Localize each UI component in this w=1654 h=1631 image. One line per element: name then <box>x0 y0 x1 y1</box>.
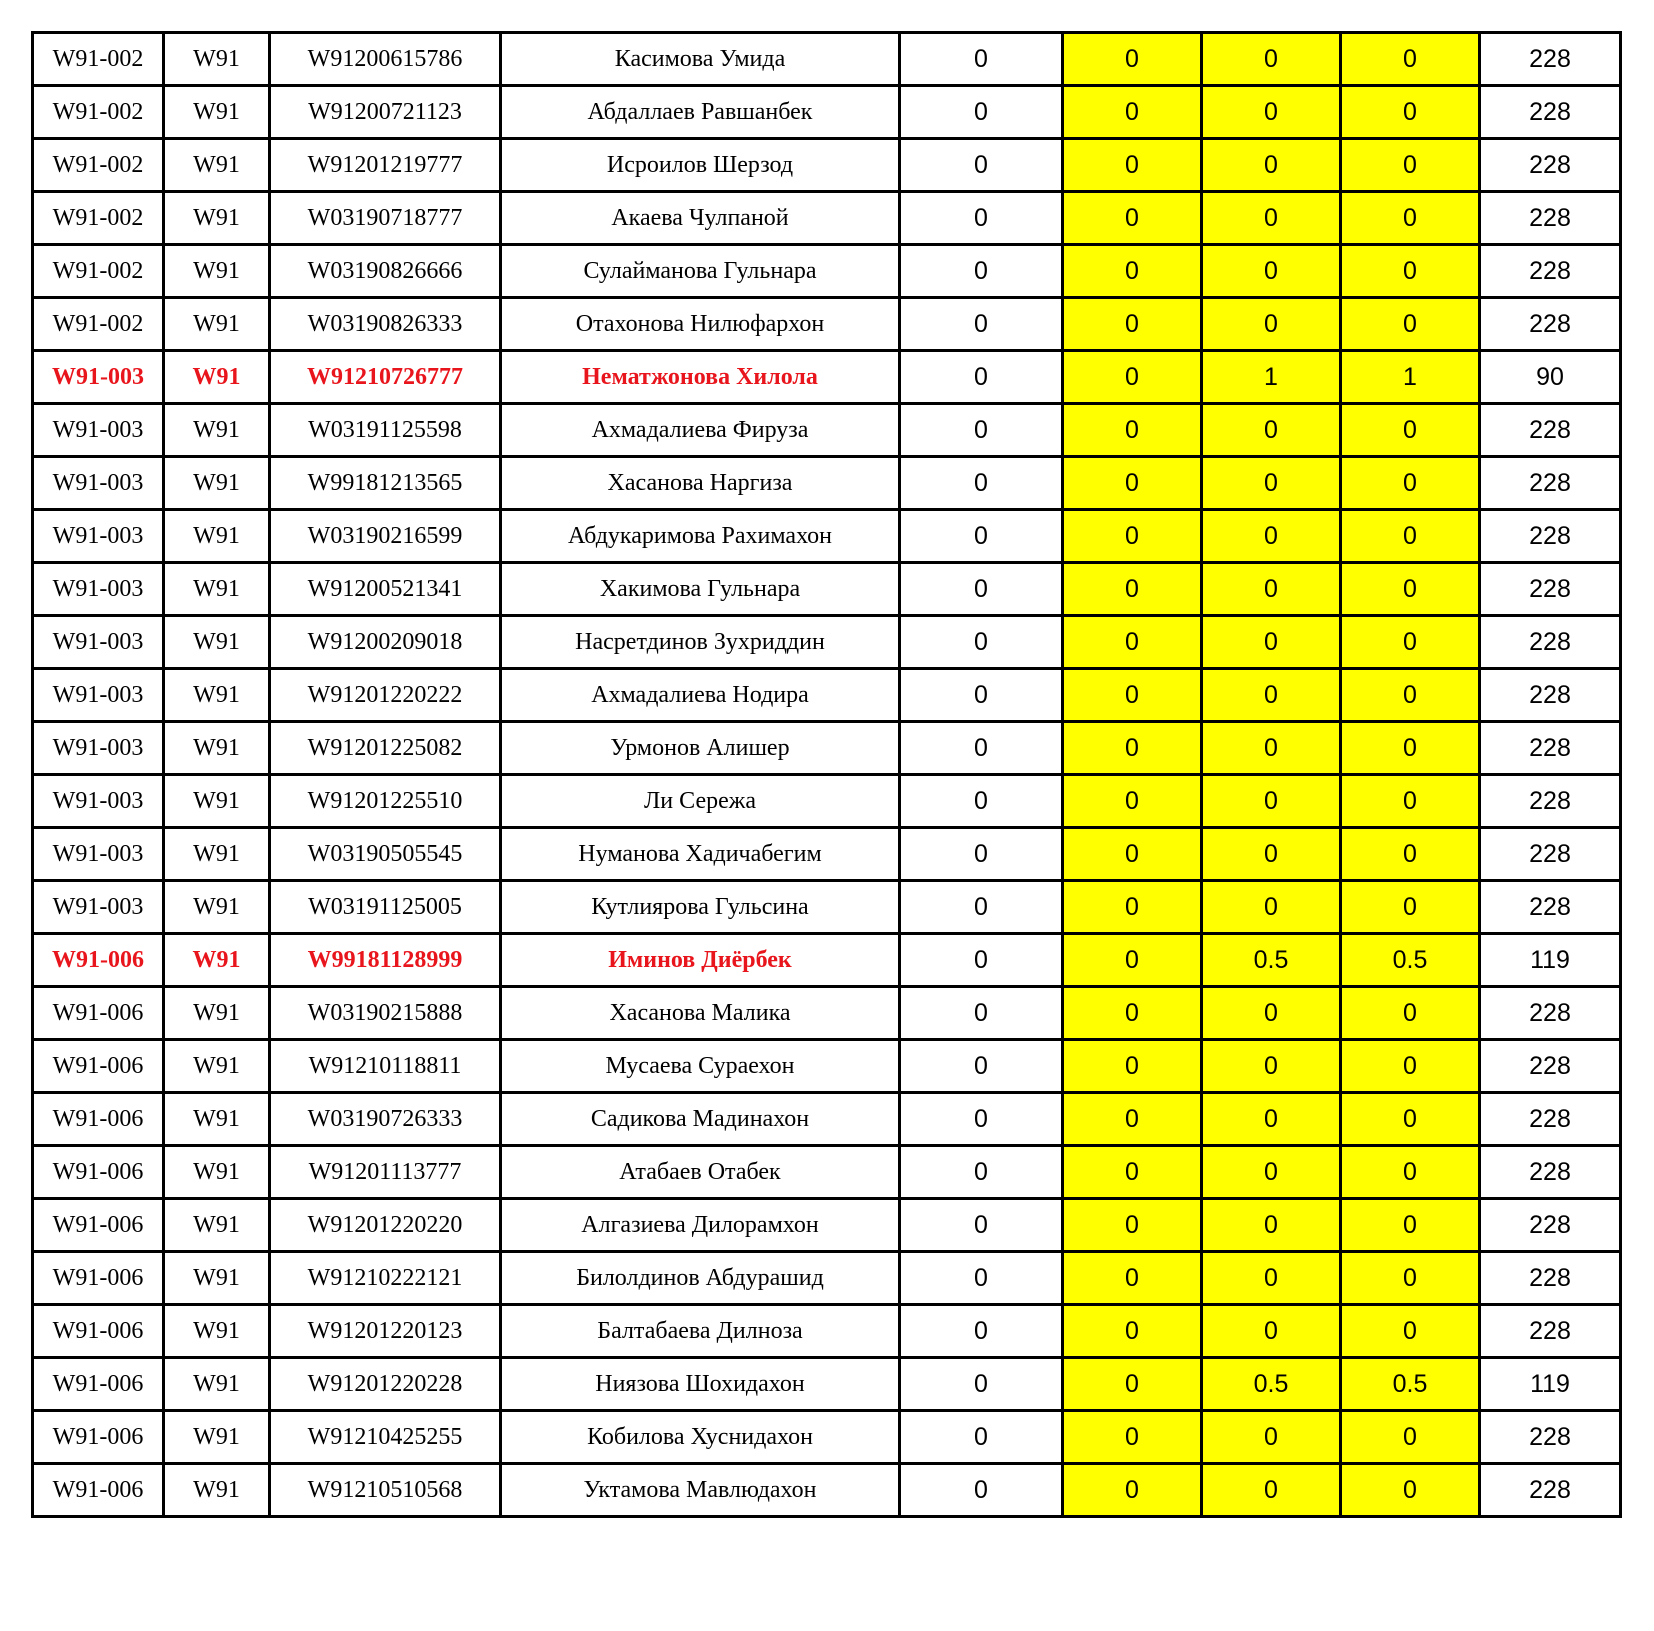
cell-id: W03191125598 <box>270 404 501 457</box>
cell-code: W91 <box>164 934 270 987</box>
cell-value-3: 0 <box>1202 139 1341 192</box>
cell-name: Акаева Чулпаной <box>501 192 900 245</box>
cell-code: W91 <box>164 351 270 404</box>
table-row <box>33 1093 1621 1146</box>
cell-value-3: 0 <box>1202 987 1341 1040</box>
cell-name: Исроилов Шерзод <box>501 139 900 192</box>
cell-value-3: 0 <box>1202 245 1341 298</box>
cell-name: Нуманова Хадичабегим <box>501 828 900 881</box>
table-row <box>33 775 1621 828</box>
cell-id: W03191125005 <box>270 881 501 934</box>
cell-value-2: 0 <box>1063 404 1202 457</box>
cell-value-3: 0 <box>1202 1411 1341 1464</box>
cell-id: W91201220123 <box>270 1305 501 1358</box>
cell-group: W91-003 <box>33 722 164 775</box>
table-row <box>33 1040 1621 1093</box>
cell-value-1: 0 <box>900 881 1063 934</box>
cell-code: W91 <box>164 669 270 722</box>
cell-name: Уктамова Мавлюдахон <box>501 1464 900 1517</box>
table-body <box>33 33 1621 1517</box>
cell-id: W91210510568 <box>270 1464 501 1517</box>
cell-value-3: 0 <box>1202 86 1341 139</box>
cell-name: Иминов Диёрбек <box>501 934 900 987</box>
cell-total: 228 <box>1480 86 1621 139</box>
cell-total: 228 <box>1480 1252 1621 1305</box>
cell-group: W91-003 <box>33 616 164 669</box>
cell-group: W91-006 <box>33 1093 164 1146</box>
cell-value-3: 0 <box>1202 1199 1341 1252</box>
cell-value-3: 0 <box>1202 828 1341 881</box>
cell-value-1: 0 <box>900 722 1063 775</box>
cell-id: W91201113777 <box>270 1146 501 1199</box>
cell-value-4: 0 <box>1341 881 1480 934</box>
cell-value-2: 0 <box>1063 1358 1202 1411</box>
cell-total: 228 <box>1480 722 1621 775</box>
cell-value-4: 0.5 <box>1341 1358 1480 1411</box>
cell-value-2: 0 <box>1063 669 1202 722</box>
cell-value-3: 0 <box>1202 1464 1341 1517</box>
table-row <box>33 1464 1621 1517</box>
cell-code: W91 <box>164 1199 270 1252</box>
cell-value-1: 0 <box>900 1093 1063 1146</box>
table-row <box>33 934 1621 987</box>
cell-value-4: 0 <box>1341 616 1480 669</box>
cell-id: W91201225082 <box>270 722 501 775</box>
cell-value-2: 0 <box>1063 245 1202 298</box>
cell-value-2: 0 <box>1063 1093 1202 1146</box>
cell-value-4: 0 <box>1341 722 1480 775</box>
cell-code: W91 <box>164 1358 270 1411</box>
cell-value-3: 0 <box>1202 1305 1341 1358</box>
table-row <box>33 298 1621 351</box>
cell-value-4: 0 <box>1341 245 1480 298</box>
cell-value-3: 1 <box>1202 351 1341 404</box>
cell-name: Ахмадалиева Фируза <box>501 404 900 457</box>
cell-value-2: 0 <box>1063 298 1202 351</box>
cell-value-2: 0 <box>1063 563 1202 616</box>
cell-value-2: 0 <box>1063 457 1202 510</box>
cell-value-4: 0 <box>1341 510 1480 563</box>
cell-group: W91-006 <box>33 1464 164 1517</box>
cell-value-3: 0 <box>1202 775 1341 828</box>
cell-value-1: 0 <box>900 245 1063 298</box>
cell-code: W91 <box>164 987 270 1040</box>
cell-group: W91-006 <box>33 1411 164 1464</box>
cell-value-4: 0 <box>1341 1305 1480 1358</box>
cell-value-1: 0 <box>900 1199 1063 1252</box>
cell-value-4: 0 <box>1341 192 1480 245</box>
cell-value-1: 0 <box>900 1358 1063 1411</box>
cell-name: Балтабаева Дилноза <box>501 1305 900 1358</box>
cell-value-1: 0 <box>900 775 1063 828</box>
cell-value-2: 0 <box>1063 987 1202 1040</box>
table-row <box>33 510 1621 563</box>
cell-total: 228 <box>1480 245 1621 298</box>
table-row <box>33 1199 1621 1252</box>
cell-id: W99181128999 <box>270 934 501 987</box>
table-row <box>33 669 1621 722</box>
table-row <box>33 404 1621 457</box>
cell-code: W91 <box>164 775 270 828</box>
cell-value-4: 0 <box>1341 775 1480 828</box>
cell-value-3: 0 <box>1202 669 1341 722</box>
cell-value-1: 0 <box>900 563 1063 616</box>
cell-id: W99181213565 <box>270 457 501 510</box>
cell-id: W03190505545 <box>270 828 501 881</box>
cell-name: Ахмадалиева Нодира <box>501 669 900 722</box>
cell-group: W91-003 <box>33 828 164 881</box>
table-row <box>33 351 1621 404</box>
cell-code: W91 <box>164 1146 270 1199</box>
cell-value-1: 0 <box>900 510 1063 563</box>
cell-total: 228 <box>1480 1411 1621 1464</box>
cell-id: W91201220220 <box>270 1199 501 1252</box>
cell-code: W91 <box>164 33 270 86</box>
table-row <box>33 616 1621 669</box>
cell-value-3: 0 <box>1202 404 1341 457</box>
cell-group: W91-003 <box>33 457 164 510</box>
cell-code: W91 <box>164 881 270 934</box>
cell-total: 228 <box>1480 563 1621 616</box>
cell-id: W03190826666 <box>270 245 501 298</box>
cell-value-4: 0 <box>1341 1411 1480 1464</box>
cell-name: Насретдинов Зухриддин <box>501 616 900 669</box>
cell-id: W91210425255 <box>270 1411 501 1464</box>
cell-value-2: 0 <box>1063 192 1202 245</box>
cell-name: Мусаева Сураехон <box>501 1040 900 1093</box>
cell-id: W03190718777 <box>270 192 501 245</box>
table-row <box>33 1411 1621 1464</box>
cell-value-4: 1 <box>1341 351 1480 404</box>
cell-value-3: 0 <box>1202 1093 1341 1146</box>
cell-value-4: 0 <box>1341 404 1480 457</box>
cell-code: W91 <box>164 1305 270 1358</box>
cell-code: W91 <box>164 139 270 192</box>
table-row <box>33 139 1621 192</box>
cell-name: Ли Сережа <box>501 775 900 828</box>
cell-value-2: 0 <box>1063 1411 1202 1464</box>
cell-value-3: 0 <box>1202 192 1341 245</box>
cell-value-4: 0 <box>1341 987 1480 1040</box>
cell-total: 228 <box>1480 616 1621 669</box>
cell-id: W91200521341 <box>270 563 501 616</box>
cell-value-2: 0 <box>1063 1146 1202 1199</box>
cell-code: W91 <box>164 245 270 298</box>
cell-value-3: 0 <box>1202 298 1341 351</box>
cell-code: W91 <box>164 1040 270 1093</box>
cell-name: Абдаллаев Равшанбек <box>501 86 900 139</box>
cell-value-1: 0 <box>900 351 1063 404</box>
cell-group: W91-003 <box>33 669 164 722</box>
cell-value-3: 0 <box>1202 457 1341 510</box>
cell-group: W91-006 <box>33 987 164 1040</box>
cell-total: 119 <box>1480 934 1621 987</box>
cell-total: 228 <box>1480 1464 1621 1517</box>
cell-id: W91210222121 <box>270 1252 501 1305</box>
cell-name: Хасанова Наргиза <box>501 457 900 510</box>
cell-id: W91200615786 <box>270 33 501 86</box>
table-row <box>33 457 1621 510</box>
cell-name: Садикова Мадинахон <box>501 1093 900 1146</box>
cell-value-1: 0 <box>900 1464 1063 1517</box>
cell-name: Хакимова Гульнара <box>501 563 900 616</box>
cell-group: W91-006 <box>33 934 164 987</box>
cell-value-2: 0 <box>1063 722 1202 775</box>
cell-id: W91201220222 <box>270 669 501 722</box>
cell-value-2: 0 <box>1063 775 1202 828</box>
cell-total: 228 <box>1480 1040 1621 1093</box>
cell-value-4: 0 <box>1341 1146 1480 1199</box>
cell-code: W91 <box>164 298 270 351</box>
table-row <box>33 1305 1621 1358</box>
cell-value-1: 0 <box>900 1040 1063 1093</box>
cell-value-2: 0 <box>1063 1305 1202 1358</box>
cell-total: 228 <box>1480 33 1621 86</box>
cell-group: W91-003 <box>33 775 164 828</box>
cell-code: W91 <box>164 192 270 245</box>
table-row <box>33 881 1621 934</box>
cell-total: 228 <box>1480 987 1621 1040</box>
cell-value-3: 0 <box>1202 1040 1341 1093</box>
table-row <box>33 192 1621 245</box>
cell-value-1: 0 <box>900 616 1063 669</box>
cell-name: Кутлиярова Гульсина <box>501 881 900 934</box>
table-row <box>33 828 1621 881</box>
cell-group: W91-002 <box>33 245 164 298</box>
cell-value-4: 0.5 <box>1341 934 1480 987</box>
cell-value-4: 0 <box>1341 139 1480 192</box>
cell-name: Касимова Умида <box>501 33 900 86</box>
cell-value-3: 0.5 <box>1202 1358 1341 1411</box>
cell-id: W91210118811 <box>270 1040 501 1093</box>
cell-name: Хасанова Малика <box>501 987 900 1040</box>
cell-group: W91-002 <box>33 33 164 86</box>
cell-value-4: 0 <box>1341 33 1480 86</box>
cell-code: W91 <box>164 1411 270 1464</box>
cell-value-1: 0 <box>900 457 1063 510</box>
cell-group: W91-006 <box>33 1040 164 1093</box>
cell-group: W91-006 <box>33 1305 164 1358</box>
cell-value-2: 0 <box>1063 1252 1202 1305</box>
cell-value-1: 0 <box>900 1146 1063 1199</box>
cell-value-2: 0 <box>1063 33 1202 86</box>
cell-value-2: 0 <box>1063 86 1202 139</box>
cell-name: Нематжонова Хилола <box>501 351 900 404</box>
table-row <box>33 987 1621 1040</box>
cell-value-1: 0 <box>900 1411 1063 1464</box>
cell-value-2: 0 <box>1063 881 1202 934</box>
cell-name: Отахонова Нилюфархон <box>501 298 900 351</box>
cell-name: Урмонов Алишер <box>501 722 900 775</box>
cell-value-1: 0 <box>900 298 1063 351</box>
cell-value-2: 0 <box>1063 934 1202 987</box>
cell-value-3: 0 <box>1202 1252 1341 1305</box>
cell-value-1: 0 <box>900 934 1063 987</box>
cell-code: W91 <box>164 1093 270 1146</box>
cell-value-1: 0 <box>900 669 1063 722</box>
cell-value-1: 0 <box>900 1252 1063 1305</box>
table-row <box>33 1146 1621 1199</box>
cell-value-4: 0 <box>1341 1040 1480 1093</box>
cell-value-2: 0 <box>1063 1199 1202 1252</box>
cell-value-3: 0.5 <box>1202 934 1341 987</box>
cell-group: W91-006 <box>33 1252 164 1305</box>
cell-total: 119 <box>1480 1358 1621 1411</box>
cell-value-4: 0 <box>1341 457 1480 510</box>
cell-total: 228 <box>1480 669 1621 722</box>
cell-name: Кобилова Хуснидахон <box>501 1411 900 1464</box>
data-table <box>31 31 1622 1518</box>
cell-value-3: 0 <box>1202 722 1341 775</box>
cell-total: 228 <box>1480 192 1621 245</box>
cell-code: W91 <box>164 828 270 881</box>
cell-id: W03190826333 <box>270 298 501 351</box>
cell-value-1: 0 <box>900 828 1063 881</box>
cell-value-1: 0 <box>900 86 1063 139</box>
cell-total: 228 <box>1480 775 1621 828</box>
cell-total: 228 <box>1480 404 1621 457</box>
cell-value-4: 0 <box>1341 669 1480 722</box>
cell-value-1: 0 <box>900 404 1063 457</box>
cell-id: W91201220228 <box>270 1358 501 1411</box>
cell-group: W91-002 <box>33 192 164 245</box>
cell-id: W03190726333 <box>270 1093 501 1146</box>
table-row <box>33 722 1621 775</box>
cell-total: 228 <box>1480 139 1621 192</box>
cell-total: 228 <box>1480 881 1621 934</box>
cell-id: W91201225510 <box>270 775 501 828</box>
cell-name: Сулайманова Гульнара <box>501 245 900 298</box>
cell-value-3: 0 <box>1202 881 1341 934</box>
table-row <box>33 563 1621 616</box>
cell-value-2: 0 <box>1063 139 1202 192</box>
cell-name: Билолдинов Абдурашид <box>501 1252 900 1305</box>
cell-value-1: 0 <box>900 192 1063 245</box>
cell-value-2: 0 <box>1063 616 1202 669</box>
cell-code: W91 <box>164 616 270 669</box>
cell-total: 228 <box>1480 1093 1621 1146</box>
cell-total: 228 <box>1480 828 1621 881</box>
cell-group: W91-003 <box>33 404 164 457</box>
cell-group: W91-002 <box>33 139 164 192</box>
cell-value-3: 0 <box>1202 33 1341 86</box>
cell-total: 228 <box>1480 457 1621 510</box>
cell-group: W91-003 <box>33 881 164 934</box>
cell-total: 228 <box>1480 1305 1621 1358</box>
cell-group: W91-002 <box>33 86 164 139</box>
cell-value-4: 0 <box>1341 1093 1480 1146</box>
cell-value-4: 0 <box>1341 1252 1480 1305</box>
cell-code: W91 <box>164 563 270 616</box>
table-row <box>33 86 1621 139</box>
cell-value-3: 0 <box>1202 563 1341 616</box>
cell-total: 228 <box>1480 1146 1621 1199</box>
cell-value-4: 0 <box>1341 298 1480 351</box>
cell-code: W91 <box>164 86 270 139</box>
cell-group: W91-003 <box>33 351 164 404</box>
cell-code: W91 <box>164 457 270 510</box>
cell-value-1: 0 <box>900 987 1063 1040</box>
cell-value-4: 0 <box>1341 828 1480 881</box>
cell-id: W91201219777 <box>270 139 501 192</box>
cell-value-1: 0 <box>900 1305 1063 1358</box>
cell-value-3: 0 <box>1202 616 1341 669</box>
table-row <box>33 1358 1621 1411</box>
cell-name: Абдукаримова Рахимахон <box>501 510 900 563</box>
cell-value-4: 0 <box>1341 563 1480 616</box>
cell-value-4: 0 <box>1341 86 1480 139</box>
cell-group: W91-003 <box>33 563 164 616</box>
cell-id: W91210726777 <box>270 351 501 404</box>
cell-name: Алгазиева Дилорамхон <box>501 1199 900 1252</box>
cell-group: W91-006 <box>33 1358 164 1411</box>
cell-id: W03190215888 <box>270 987 501 1040</box>
cell-group: W91-003 <box>33 510 164 563</box>
cell-value-3: 0 <box>1202 510 1341 563</box>
cell-group: W91-006 <box>33 1146 164 1199</box>
cell-value-4: 0 <box>1341 1199 1480 1252</box>
cell-value-1: 0 <box>900 33 1063 86</box>
cell-value-1: 0 <box>900 139 1063 192</box>
cell-name: Ниязова Шохидахон <box>501 1358 900 1411</box>
cell-total: 228 <box>1480 510 1621 563</box>
cell-total: 90 <box>1480 351 1621 404</box>
cell-code: W91 <box>164 1464 270 1517</box>
cell-id: W91200209018 <box>270 616 501 669</box>
cell-total: 228 <box>1480 1199 1621 1252</box>
table-row <box>33 245 1621 298</box>
cell-total: 228 <box>1480 298 1621 351</box>
cell-group: W91-006 <box>33 1199 164 1252</box>
cell-value-2: 0 <box>1063 1464 1202 1517</box>
cell-value-2: 0 <box>1063 351 1202 404</box>
cell-group: W91-002 <box>33 298 164 351</box>
table-row <box>33 33 1621 86</box>
cell-value-3: 0 <box>1202 1146 1341 1199</box>
cell-id: W03190216599 <box>270 510 501 563</box>
cell-code: W91 <box>164 722 270 775</box>
cell-code: W91 <box>164 1252 270 1305</box>
cell-value-2: 0 <box>1063 1040 1202 1093</box>
cell-name: Атабаев Отабек <box>501 1146 900 1199</box>
cell-code: W91 <box>164 510 270 563</box>
cell-value-2: 0 <box>1063 510 1202 563</box>
cell-value-4: 0 <box>1341 1464 1480 1517</box>
table-row <box>33 1252 1621 1305</box>
cell-id: W91200721123 <box>270 86 501 139</box>
cell-code: W91 <box>164 404 270 457</box>
cell-value-2: 0 <box>1063 828 1202 881</box>
